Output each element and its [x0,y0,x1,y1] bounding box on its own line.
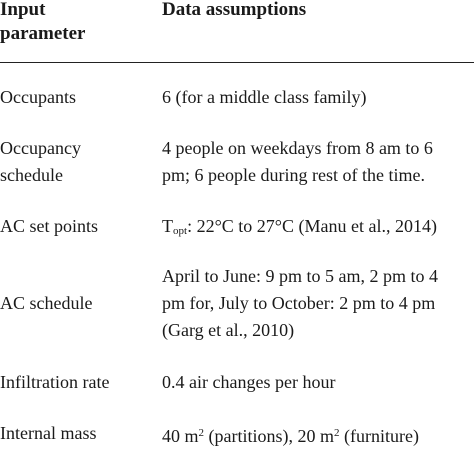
value-ac-schedule [162,263,438,344]
value-ac-schedule-line2: pm for, July to October: 2 pm to 4 pm [162,293,436,313]
value-internal-mass-a: 40 m [162,426,199,446]
value-internal-mass [162,420,419,450]
value-ac-set-points [162,213,437,245]
header-rule [0,62,474,63]
value-occupancy-line2: pm; 6 people during rest of the time. [162,165,425,185]
param-ac-schedule: AC schedule [0,293,93,313]
value-occupants: 6 (for a middle class family) [162,87,367,107]
value-internal-mass-b-sup: 2 [334,427,340,439]
value-ac-set-points-range: : 22°C to 27°C (Manu et al., 2014) [187,216,437,236]
value-internal-mass-a-sup: 2 [198,427,205,439]
param-ac-set-points: AC set points [0,216,99,236]
value-occupancy-schedule [162,135,433,189]
header-input-line1: Input [0,0,46,20]
header-input-parameter [0,0,150,46]
value-topt-symbol: T [162,216,173,236]
param-infiltration-rate: Infiltration rate [0,372,110,392]
value-occupancy-line1: 4 people on weekdays from 8 am to 6 [162,138,433,158]
param-occupants: Occupants [0,87,76,107]
param-occupancy-schedule [0,135,158,189]
param-internal-mass: Internal mass [0,423,97,443]
value-infiltration-rate: 0.4 air changes per hour [162,372,336,392]
header-input-line2: parameter [0,23,86,44]
param-occupancy-line1: Occupancy [0,138,81,158]
value-topt-subscript: opt [173,225,188,237]
value-internal-mass-c: (furniture) [339,426,419,446]
header-data-assumptions: Data assumptions [162,0,307,20]
param-occupancy-line2: schedule [0,165,63,185]
value-ac-schedule-line1: April to June: 9 pm to 5 am, 2 pm to 4 [162,266,438,286]
value-ac-schedule-line3: (Garg et al., 2010) [162,320,295,340]
value-internal-mass-b: (partitions), 20 m [204,426,334,446]
